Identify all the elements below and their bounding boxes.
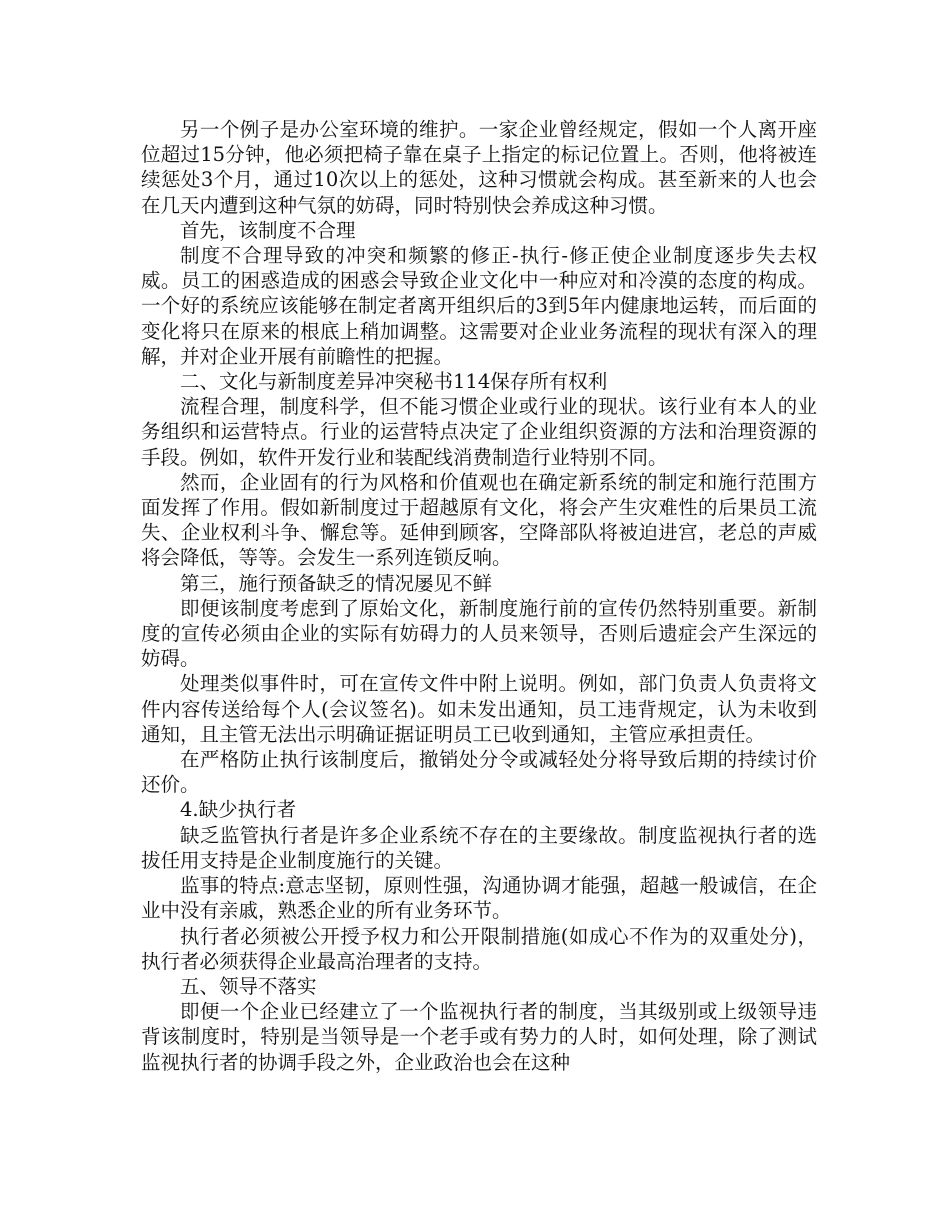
paragraph: 即便该制度考虑到了原始文化，新制度施行前的宣传仍然特别重要。新制度的宣传必须由企业的实际有妨碍力的人员来领导，否则后遗症会产生深远的妨碍。 [141,596,817,671]
paragraph: 在严格防止执行该制度后，撤销处分令或减轻处分将导致后期的持续讨价还价。 [141,748,817,797]
section-heading: 首先，该制度不合理 [180,218,356,242]
paragraph: 流程合理，制度科学，但不能习惯企业或行业的现状。该行业有本人的业务组织和运营特点。行业的运营特点决定了企业组织资源的方法和治理资源的手段。例如，软件开发行业和装配线消费制造行业特别不同。 [141,395,817,469]
section-heading: 二、文化与新制度差异冲突秘书114保存所有权利 [180,370,608,394]
paragraph: 处理类似事件时，可在宣传文件中附上说明。例如，部门负责人负责将文件内容传送给每个人(会议签名)。如未发出通知，员工违背规定，认为未收到通知，且主管无法出示明确证据证明员工已收到通知，主管应承担责任。 [141,672,817,746]
section-heading: 五、领导不落实 [180,974,317,998]
paragraph: 制度不合理导致的冲突和频繁的修正-执行-修正使企业制度逐步失去权威。员工的困惑造成的困惑会导致企业文化中一种应对和冷漠的态度的构成。一个好的系统应该能够在制定者离开组织后的3到5年内健康地运转，而后面的变化将只在原来的根底上稍加调整。这需要对企业业务流程的现状有深入的理解，并对企业开展有前瞻性的把握。 [141,244,817,368]
paragraph: 监事的特点:意志坚韧，原则性强，沟通协调才能强，超越一般诚信，在企业中没有亲戚，熟悉企业的所有业务环节。 [141,874,817,923]
section-heading: 4.缺少执行者 [180,798,297,822]
paragraph: 缺乏监管执行者是许多企业系统不存在的主要缘故。制度监视执行者的选拔任用支持是企业制度施行的关键。 [141,823,817,872]
paragraph: 执行者必须被公开授予权力和公开限制措施(如成心不作为的双重处分)，执行者必须获得企业最高治理者的支持。 [141,924,817,973]
section-heading: 第三，施行预备缺乏的情况屡见不鲜 [180,571,493,595]
paragraph: 然而，企业固有的行为风格和价值观也在确定新系统的制定和施行范围方面发挥了作用。假如新制度过于超越原有文化，将会产生灾难性的后果员工流失、企业权利斗争、懈怠等。延伸到顾客，空降部队将被迫进宫，老总的声威将会降低，等等。会发生一系列连锁反响。 [141,470,817,570]
paragraph: 即便一个企业已经建立了一个监视执行者的制度，当其级别或上级领导违背该制度时，特别是当领导是一个老手或有势力的人时，如何处理，除了测试监视执行者的协调手段之外，企业政治也会在这种 [141,1000,817,1074]
document-body [141,117,817,1075]
paragraph: 另一个例子是办公室环境的维护。一家企业曾经规定，假如一个人离开座位超过15分钟，他必须把椅子靠在桌子上指定的标记位置上。否则，他将被连续惩处3个月，通过10次以上的惩处，这种习惯就会构成。甚至新来的人也会在几天内遭到这种气氛的妨碍，同时特别快会养成这种习惯。 [141,118,817,217]
